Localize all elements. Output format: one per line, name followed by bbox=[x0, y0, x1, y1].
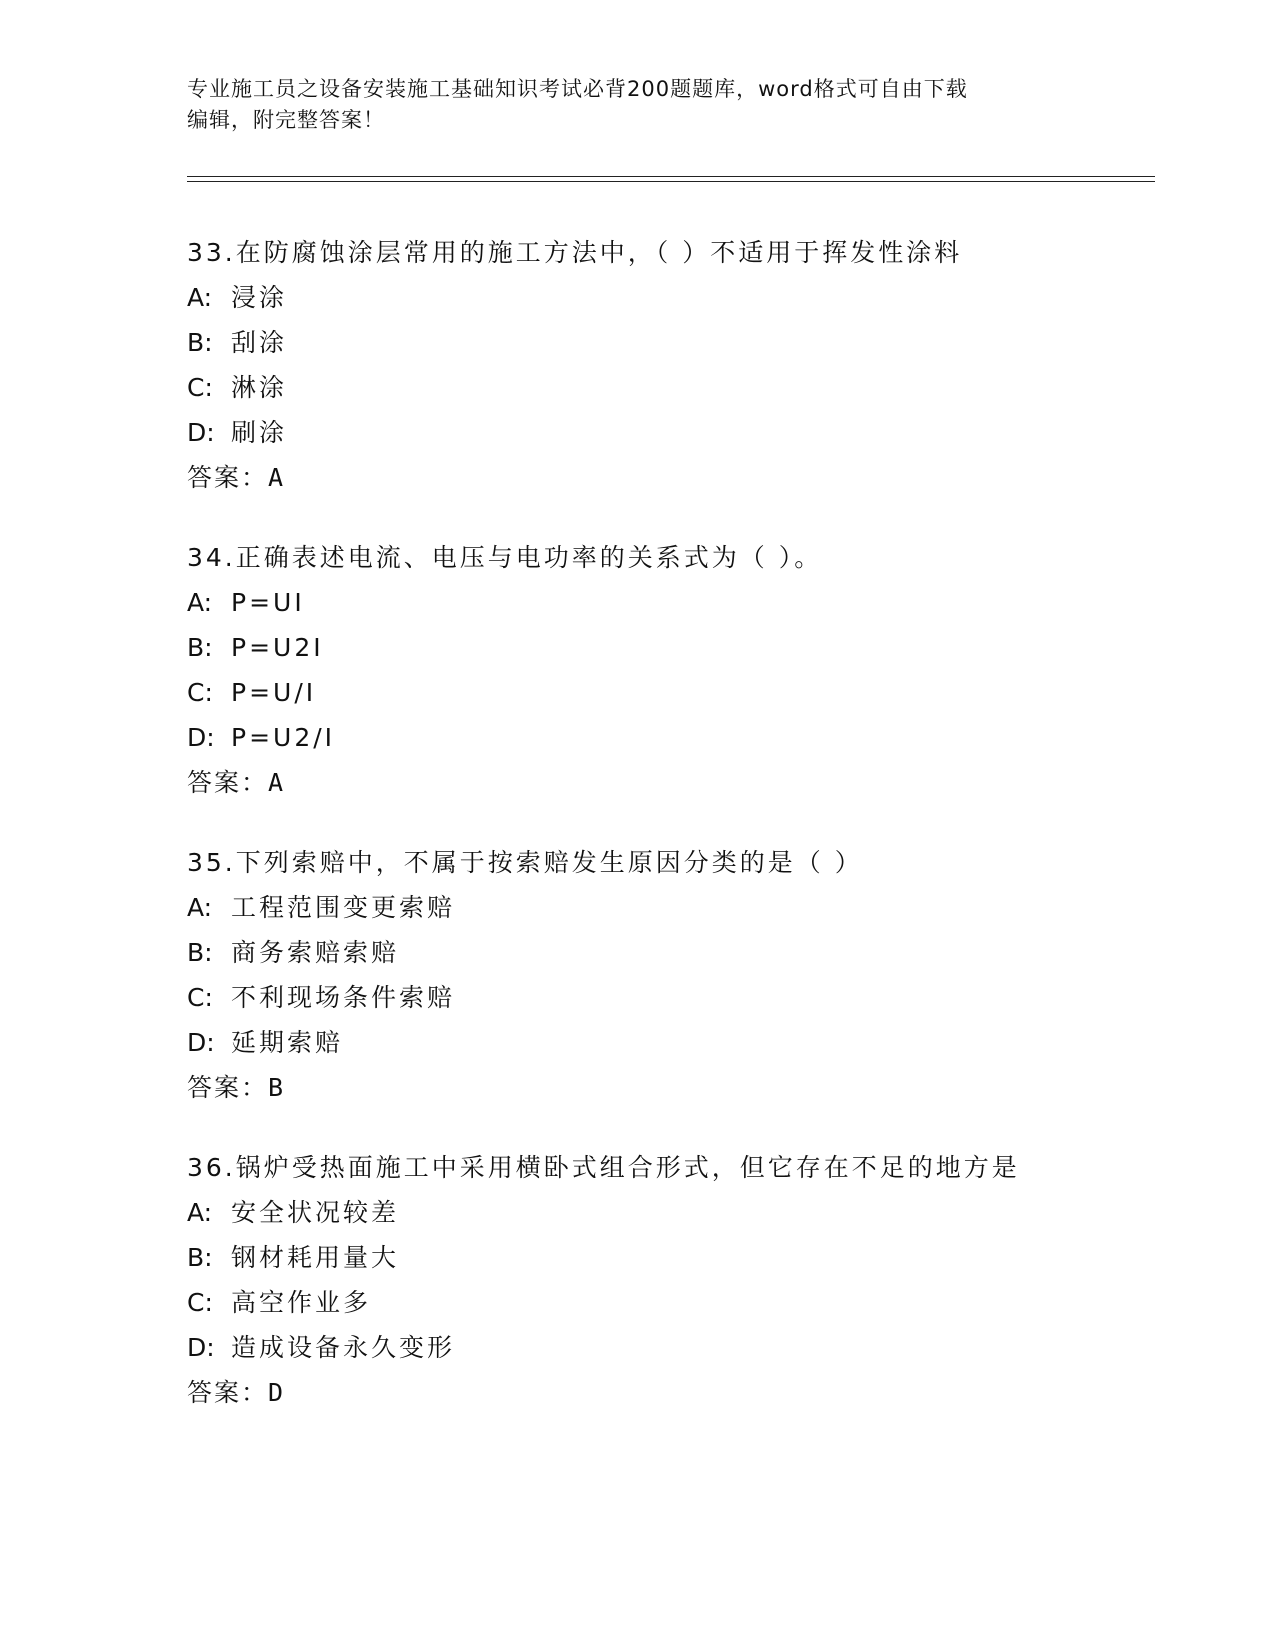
option-text: P=UI bbox=[231, 588, 305, 617]
question-title: 36.锅炉受热面施工中采用横卧式组合形式，但它存在不足的地方是 bbox=[187, 1153, 1020, 1182]
option-text: 浸涂 bbox=[231, 283, 288, 312]
option-letter: C: bbox=[187, 983, 213, 1012]
option-letter: C: bbox=[187, 678, 213, 707]
option-a bbox=[187, 586, 1147, 619]
answer-label: 答案： bbox=[187, 768, 269, 797]
option-text: P=U2/I bbox=[231, 723, 336, 752]
option-letter: D: bbox=[187, 1333, 215, 1362]
option-text: 高空作业多 bbox=[231, 1288, 372, 1317]
option-letter: B: bbox=[187, 1243, 213, 1272]
answer-line bbox=[187, 1071, 1147, 1104]
option-letter: C: bbox=[187, 1288, 213, 1317]
option-text: 工程范围变更索赔 bbox=[231, 893, 456, 922]
header-divider-bottom bbox=[187, 181, 1155, 182]
option-letter: B: bbox=[187, 633, 213, 662]
answer-value: A bbox=[268, 768, 284, 797]
answer-label: 答案： bbox=[187, 1073, 269, 1102]
option-text: 刮涂 bbox=[231, 328, 288, 357]
option-d bbox=[187, 721, 1147, 754]
option-a bbox=[187, 1196, 1147, 1229]
question-block bbox=[187, 1151, 1147, 1409]
option-letter: D: bbox=[187, 723, 215, 752]
option-text: 商务索赔索赔 bbox=[231, 938, 400, 967]
answer-label: 答案： bbox=[187, 1378, 269, 1407]
question-title: 34.正确表述电流、电压与电功率的关系式为（ ）。 bbox=[187, 543, 823, 572]
answer-line bbox=[187, 461, 1147, 494]
option-c bbox=[187, 676, 1147, 709]
option-letter: B: bbox=[187, 938, 213, 967]
option-text: 造成设备永久变形 bbox=[231, 1333, 456, 1362]
option-text: 延期索赔 bbox=[231, 1028, 344, 1057]
document-header bbox=[187, 74, 1087, 136]
option-b bbox=[187, 1241, 1147, 1274]
question-block bbox=[187, 846, 1147, 1104]
answer-value: B bbox=[268, 1073, 284, 1102]
option-text: 钢材耗用量大 bbox=[231, 1243, 400, 1272]
option-text: 淋涂 bbox=[231, 373, 288, 402]
answer-label: 答案： bbox=[187, 463, 269, 492]
option-d bbox=[187, 1026, 1147, 1059]
answer-value: A bbox=[268, 463, 284, 492]
option-d bbox=[187, 416, 1147, 449]
option-letter: A: bbox=[187, 1198, 213, 1227]
header-line-1: 专业施工员之设备安装施工基础知识考试必背200题题库，word格式可自由下载 bbox=[187, 77, 968, 101]
question-block bbox=[187, 236, 1147, 494]
option-text: 刷涂 bbox=[231, 418, 288, 447]
question-block bbox=[187, 541, 1147, 799]
option-c bbox=[187, 1286, 1147, 1319]
option-text: 安全状况较差 bbox=[231, 1198, 400, 1227]
option-b bbox=[187, 326, 1147, 359]
option-letter: A: bbox=[187, 283, 213, 312]
option-a bbox=[187, 891, 1147, 924]
option-letter: A: bbox=[187, 588, 213, 617]
option-c bbox=[187, 371, 1147, 404]
option-letter: A: bbox=[187, 893, 213, 922]
option-c bbox=[187, 981, 1147, 1014]
answer-line bbox=[187, 766, 1147, 799]
option-text: P=U2I bbox=[231, 633, 324, 662]
header-divider-top bbox=[187, 176, 1155, 177]
option-a bbox=[187, 281, 1147, 314]
question-title: 33.在防腐蚀涂层常用的施工方法中，（ ）不适用于挥发性涂料 bbox=[187, 238, 963, 267]
answer-value: D bbox=[268, 1378, 284, 1407]
option-letter: C: bbox=[187, 373, 213, 402]
option-text: P=U/I bbox=[231, 678, 317, 707]
option-letter: B: bbox=[187, 328, 213, 357]
option-b bbox=[187, 936, 1147, 969]
option-letter: D: bbox=[187, 1028, 215, 1057]
option-d bbox=[187, 1331, 1147, 1364]
answer-line bbox=[187, 1376, 1147, 1409]
question-title: 35.下列索赔中，不属于按索赔发生原因分类的是（ ） bbox=[187, 848, 863, 877]
header-line-2: 编辑，附完整答案！ bbox=[187, 108, 385, 132]
option-b bbox=[187, 631, 1147, 664]
option-text: 不利现场条件索赔 bbox=[231, 983, 456, 1012]
option-letter: D: bbox=[187, 418, 215, 447]
